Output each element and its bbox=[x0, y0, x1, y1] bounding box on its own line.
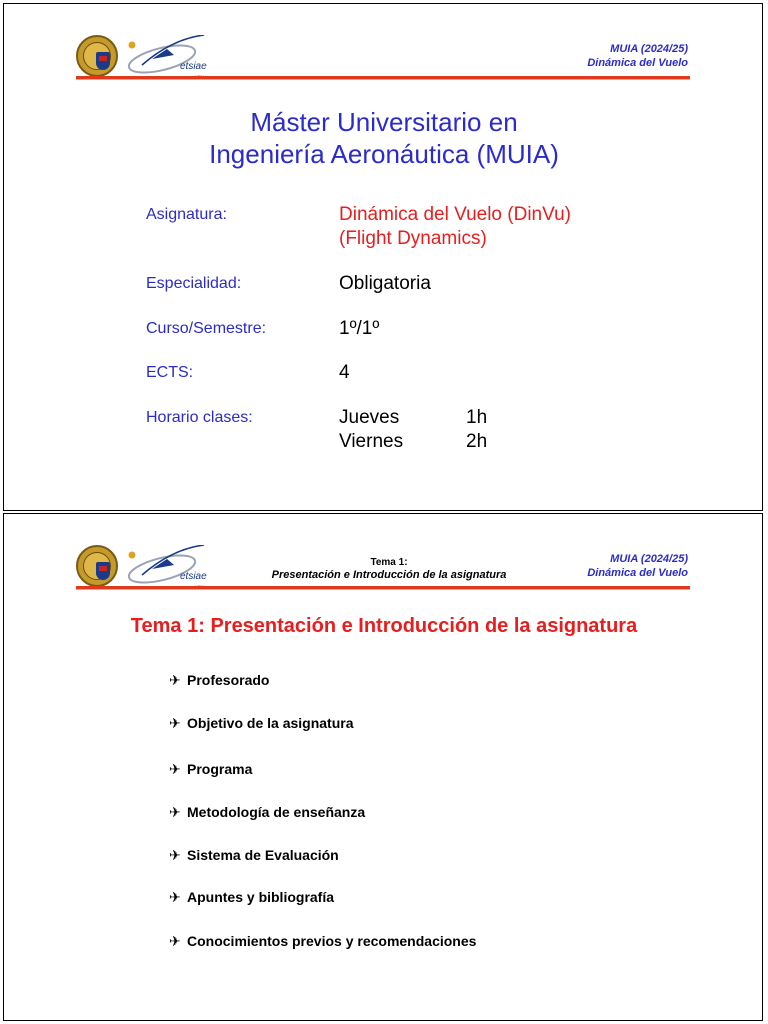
topic-label: Programa bbox=[187, 761, 253, 777]
header-divider bbox=[76, 586, 690, 589]
course-code: MUIA (2024/25) bbox=[610, 553, 688, 565]
airplane-icon: ✈ bbox=[169, 933, 181, 949]
topic-label: Metodología de enseñanza bbox=[187, 804, 366, 820]
schedule-hours: 2h bbox=[466, 431, 488, 452]
field-value: Obligatoria bbox=[339, 273, 431, 294]
airplane-icon: ✈ bbox=[169, 889, 181, 905]
topic-item bbox=[169, 847, 339, 864]
field-value bbox=[339, 203, 571, 251]
course-code: MUIA (2024/25) bbox=[610, 43, 688, 55]
field-label: Horario clases: bbox=[146, 409, 253, 426]
field-value: 1º/1º bbox=[339, 318, 380, 339]
field-label: Asignatura: bbox=[146, 206, 227, 223]
etsiae-logo-icon bbox=[122, 35, 214, 79]
airplane-icon: ✈ bbox=[169, 804, 181, 820]
course-name: Dinámica del Vuelo bbox=[587, 567, 688, 579]
schedule-day: Viernes bbox=[339, 431, 404, 452]
schedule-day: Jueves bbox=[339, 407, 400, 428]
topic-item bbox=[169, 889, 334, 906]
course-header bbox=[587, 42, 688, 70]
upm-seal-logo bbox=[76, 545, 118, 587]
etsiae-logo-icon bbox=[122, 545, 214, 589]
header-logos bbox=[76, 35, 226, 81]
field-value: 4 bbox=[339, 362, 350, 383]
airplane-icon: ✈ bbox=[169, 847, 181, 863]
course-header bbox=[587, 552, 688, 580]
etsiae-logo-text: etsiae bbox=[180, 571, 207, 582]
topic-label: Objetivo de la asignatura bbox=[187, 715, 354, 731]
topic-label: Profesorado bbox=[187, 672, 270, 688]
slide-2 bbox=[3, 513, 763, 1021]
course-name: Dinámica del Vuelo bbox=[587, 57, 688, 69]
title-line-2: Ingeniería Aeronáutica (MUIA) bbox=[209, 139, 559, 169]
slide-title: Tema 1: Presentación e Introducción de la asignatura bbox=[130, 615, 638, 637]
airplane-icon: ✈ bbox=[169, 672, 181, 688]
topic-header-title: Presentación e Introducción de la asignatura bbox=[271, 569, 507, 581]
field-label: Curso/Semestre: bbox=[146, 320, 267, 337]
topic-item bbox=[169, 672, 269, 689]
topic-header bbox=[244, 556, 534, 582]
airplane-icon: ✈ bbox=[169, 761, 181, 777]
slide-title bbox=[4, 106, 764, 170]
schedule-hours: 1h bbox=[466, 407, 488, 428]
topic-label: Conocimientos previos y recomendaciones bbox=[187, 933, 477, 949]
topic-item bbox=[169, 804, 365, 821]
topic-item bbox=[169, 761, 252, 778]
etsiae-logo-text: etsiae bbox=[180, 61, 207, 72]
slide-1 bbox=[3, 3, 763, 511]
topic-item bbox=[169, 933, 476, 950]
topic-item bbox=[169, 715, 354, 732]
header-divider bbox=[76, 76, 690, 79]
topic-label: Sistema de Evaluación bbox=[187, 847, 339, 863]
title-line-1: Máster Universitario en bbox=[250, 107, 518, 137]
topic-label: Apuntes y bibliografía bbox=[187, 889, 335, 905]
upm-seal-logo bbox=[76, 35, 118, 77]
airplane-icon: ✈ bbox=[169, 715, 181, 731]
subject-name: Dinámica del Vuelo (DinVu) bbox=[339, 204, 571, 225]
subject-name-english: (Flight Dynamics) bbox=[339, 228, 487, 249]
field-label: Especialidad: bbox=[146, 275, 242, 292]
header-logos bbox=[76, 545, 226, 591]
topic-number: Tema 1: bbox=[370, 557, 408, 568]
field-label: ECTS: bbox=[146, 364, 194, 381]
